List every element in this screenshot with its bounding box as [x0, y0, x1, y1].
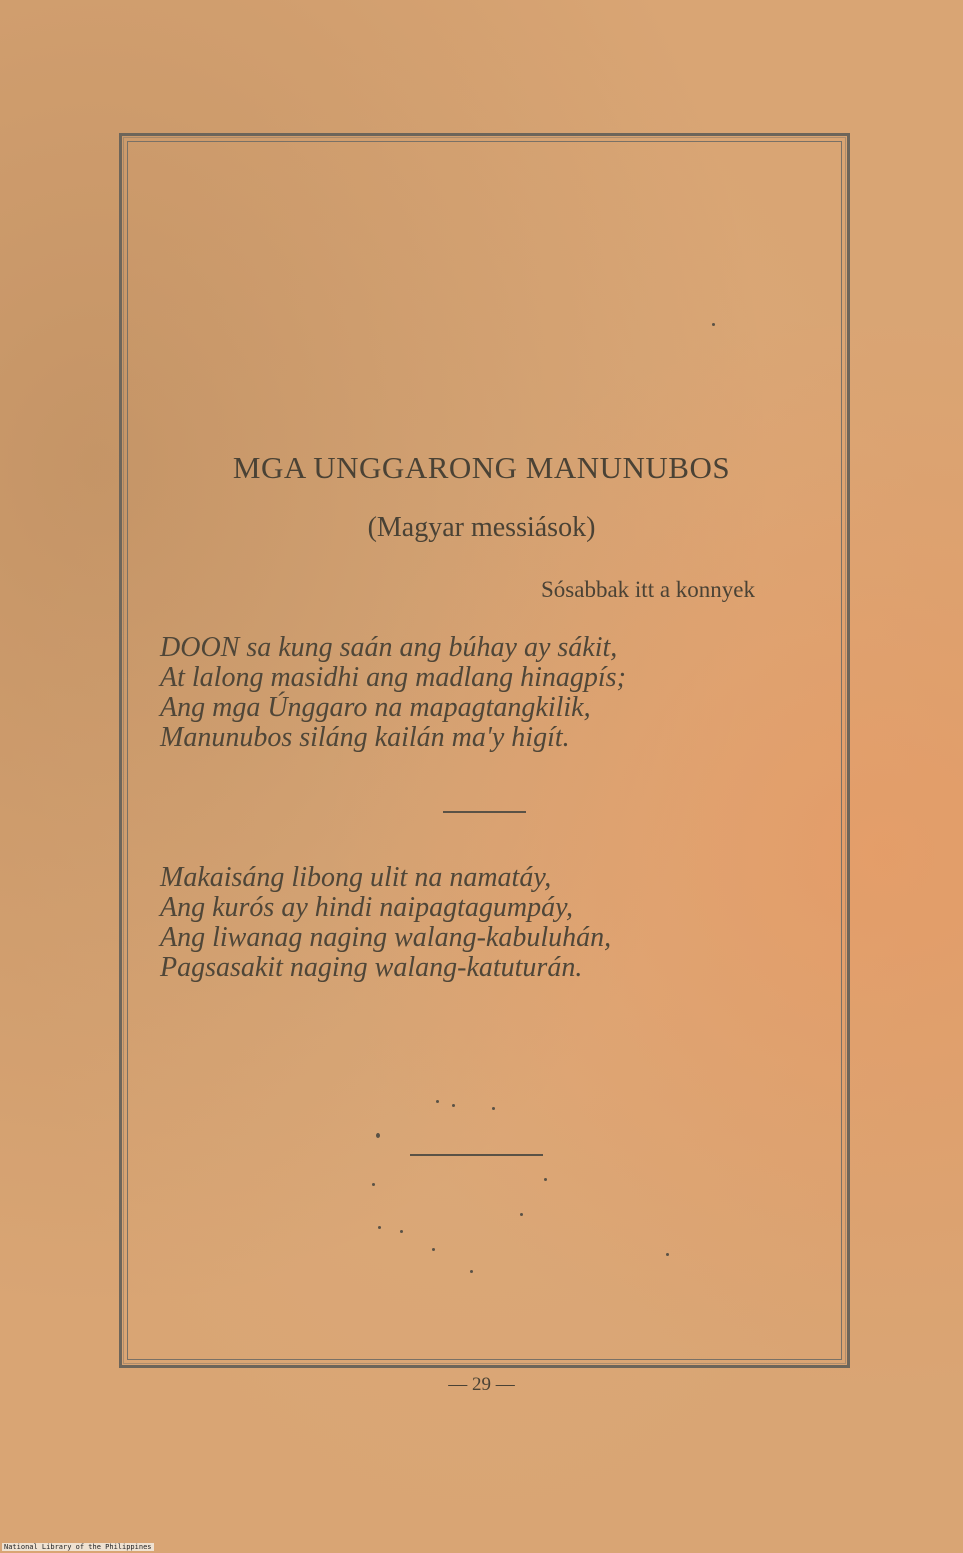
ink-speck	[666, 1253, 669, 1256]
ink-speck	[544, 1178, 547, 1181]
ink-speck	[436, 1100, 439, 1103]
ink-speck	[470, 1270, 473, 1273]
ink-speck	[452, 1104, 455, 1107]
stanza-2	[160, 863, 800, 983]
ink-speck	[520, 1213, 523, 1216]
stanza-1	[160, 633, 800, 753]
verse-line: DOON sa kung saán ang búhay ay sákit,	[160, 632, 618, 663]
end-rule	[410, 1154, 543, 1156]
ink-speck	[372, 1183, 375, 1186]
library-footer: National Library of the Philippines	[4, 1543, 152, 1551]
poem-epigraph: Sósabbak itt a konnyek	[541, 577, 755, 602]
ink-speck	[432, 1248, 435, 1251]
ink-speck	[492, 1107, 495, 1110]
verse-line: Ang kurós ay hindi naipagtagumpáy,	[160, 892, 573, 923]
verse-line: Pagsasakit naging walang-katuturán.	[160, 952, 583, 983]
stanza-divider-rule	[443, 811, 526, 813]
verse-line: Manunubos siláng kailán ma'y higít.	[160, 722, 570, 753]
ink-speck	[378, 1226, 381, 1229]
page-number: — 29 —	[448, 1374, 515, 1395]
ink-speck	[400, 1230, 403, 1233]
verse-line: Makaisáng libong ulit na namatáy,	[160, 862, 552, 893]
ink-speck	[712, 323, 715, 326]
poem-title: MGA UNGGARONG MANUNUBOS	[232, 450, 731, 485]
verse-line: Ang mga Únggaro na mapagtangkilik,	[160, 692, 591, 723]
verse-line: Ang liwanag naging walang-kabuluhán,	[160, 922, 612, 953]
verse-line: At lalong masidhi ang madlang hinagpís;	[160, 662, 626, 693]
poem-subtitle: (Magyar messiások)	[367, 512, 596, 543]
ink-speck	[376, 1133, 380, 1138]
